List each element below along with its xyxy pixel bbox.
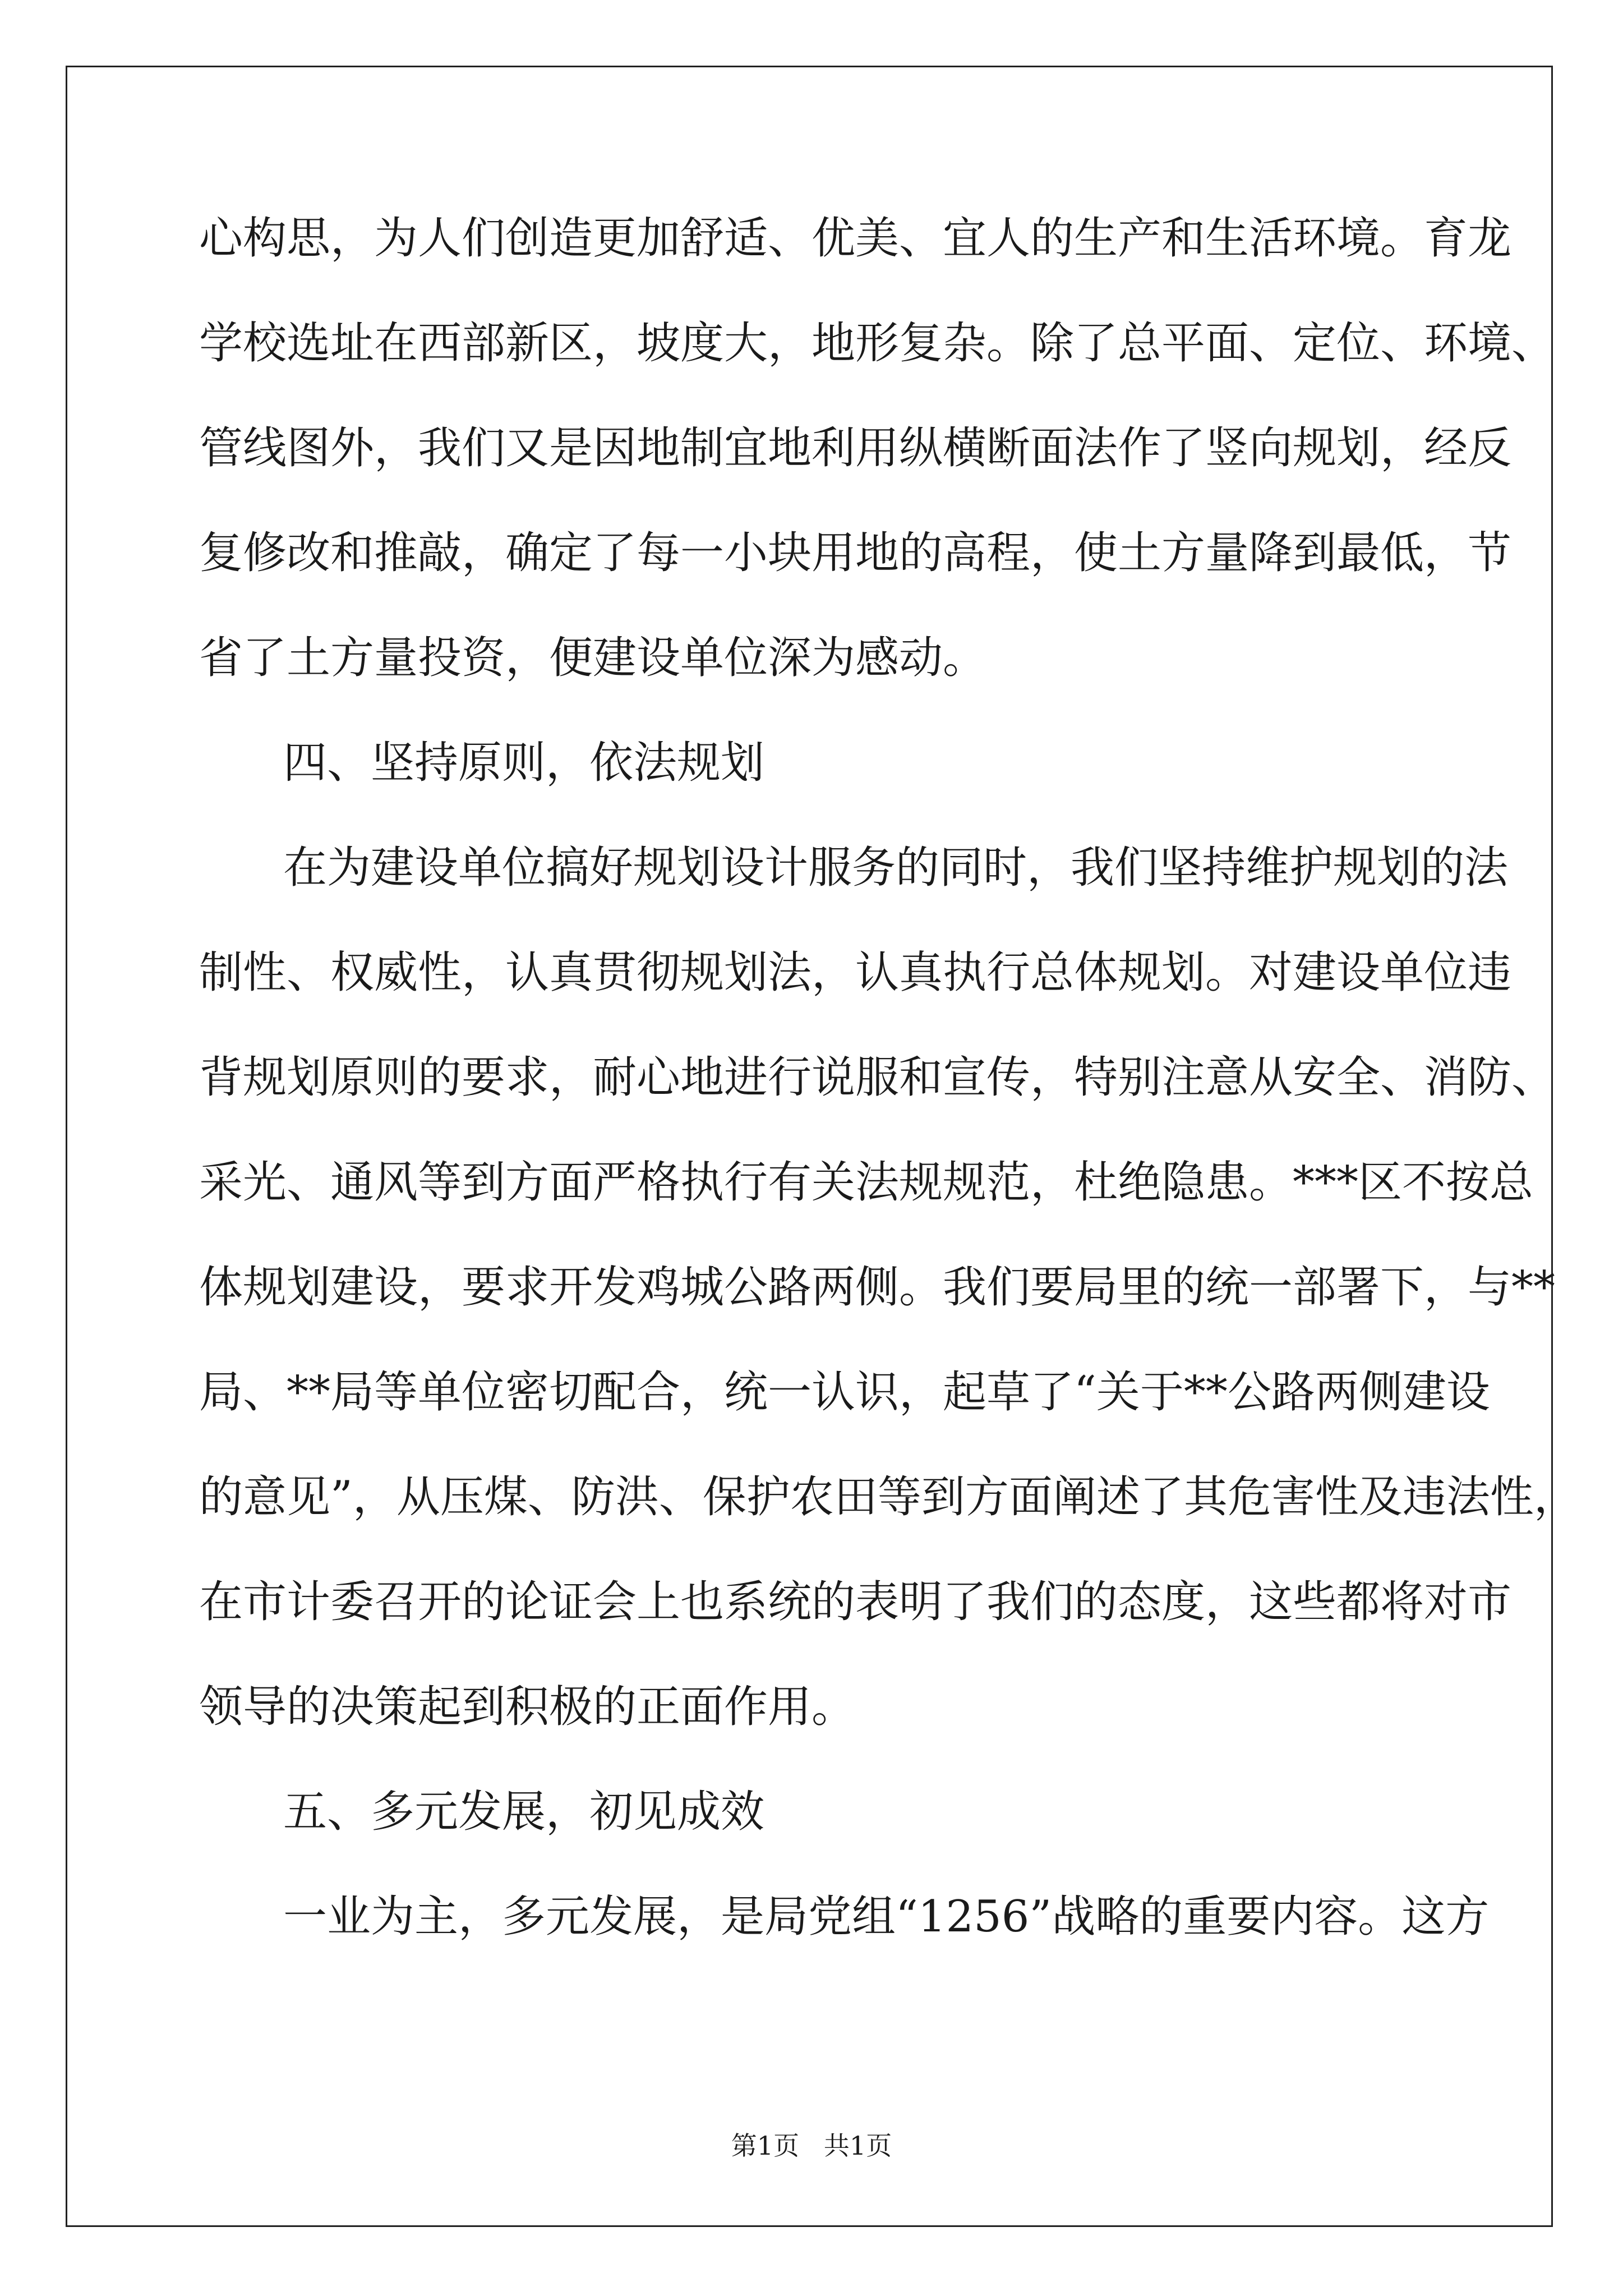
section-heading: 四、坚持原则，依法规划 bbox=[283, 738, 765, 788]
page-footer: 第1页 共1页 bbox=[731, 2131, 892, 2161]
document-body bbox=[199, 211, 1578, 1995]
paragraph-line: 学校选址在西部新区，坡度大，地形复杂。除了总平面、定位、环境、 bbox=[199, 318, 1556, 369]
paragraph-line: 一业为主，多元发展，是局党组“1256”战略的重要内容。这方 bbox=[283, 1892, 1490, 1942]
paragraph-line: 在市计委召开的论证会上也系统的表明了我们的态度，这些都将对市 bbox=[199, 1577, 1512, 1627]
paragraph-line: 局、**局等单位密切配合，统一认识，起草了“关于**公路两侧建设 bbox=[199, 1367, 1490, 1418]
paragraph-line: 体规划建设，要求开发鸡城公路两侧。我们要局里的统一部署下，与** bbox=[199, 1262, 1556, 1313]
paragraph-line: 省了土方量投资，便建设单位深为感动。 bbox=[199, 633, 987, 683]
paragraph-line: 制性、权威性，认真贯彻规划法，认真执行总体规划。对建设单位违 bbox=[199, 947, 1512, 998]
paragraph-line: 领导的决策起到积极的正面作用。 bbox=[199, 1682, 856, 1732]
section-heading: 五、多元发展，初见成效 bbox=[283, 1787, 765, 1837]
paragraph-line: 在为建设单位搞好规划设计服务的同时，我们坚持维护规划的法 bbox=[283, 843, 1509, 893]
paragraph-line: 背规划原则的要求，耐心地进行说服和宣传，特别注意从安全、消防、 bbox=[199, 1052, 1556, 1103]
paragraph-line: 心构思，为人们创造更加舒适、优美、宜人的生产和生活环境。育龙 bbox=[199, 213, 1512, 264]
paragraph-line: 管线图外，我们又是因地制宜地利用纵横断面法作了竖向规划，经反 bbox=[199, 423, 1512, 473]
paragraph-line: 采光、通风等到方面严格执行有关法规规范，杜绝隐患。***区不按总 bbox=[199, 1157, 1534, 1208]
paragraph-line: 复修改和推敲，确定了每一小块用地的高程，使土方量降到最低，节 bbox=[199, 528, 1512, 578]
paragraph-line: 的意见”，从压煤、防洪、保护农田等到方面阐述了其危害性及违法性， bbox=[199, 1472, 1578, 1522]
